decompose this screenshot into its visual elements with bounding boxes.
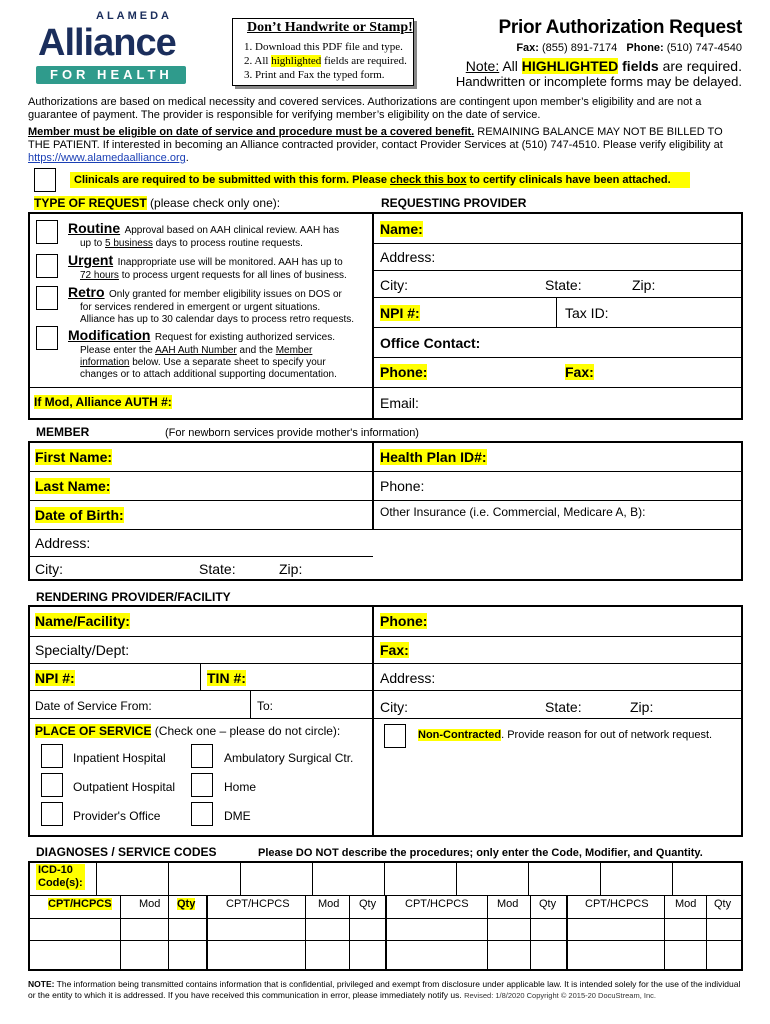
rend-dos-from-label: Date of Service From: (35, 699, 152, 713)
rend-name-label: Name/Facility: (35, 613, 130, 629)
inpatient-label: Inpatient Hospital (73, 751, 166, 765)
member-hint: (For newborn services provide mother's information) (165, 427, 419, 439)
logo-band-text: FOR HEALTH (50, 67, 173, 82)
member-city-label: City: (35, 561, 63, 577)
urgent-option: Urgent Inappropriate use will be monitored. AAH has up to 72 hours to process urgent requests for all lines of business. (68, 252, 347, 281)
asc-checkbox[interactable] (191, 744, 213, 768)
required-note: Note: All HIGHLIGHTED fields are required. (465, 58, 742, 74)
rend-npi-label: NPI #: (35, 670, 75, 686)
req-address-label: Address: (380, 249, 436, 265)
revision-info: Revised: 1/8/2020 Copyright © 2015-20 DocuStream, Inc. (464, 991, 656, 1000)
non-contracted-label: Non-Contracted. Provide reason for out of network request. (418, 729, 713, 741)
outpatient-label: Outpatient Hospital (73, 780, 176, 794)
icd10-label: ICD-10 Code(s): (38, 864, 83, 889)
rend-city-label: City: (380, 699, 408, 715)
codes-heading: DIAGNOSES / SERVICE CODES (36, 845, 217, 859)
req-npi-label: NPI #: (380, 305, 420, 321)
rend-zip-label: Zip: (630, 699, 654, 715)
qty1-header: Qty (177, 898, 196, 910)
retro-checkbox[interactable] (36, 286, 58, 310)
modification-option: Modification Request for existing authorized services. Please enter the AAH Auth Number and the Member information below. Use a separate sheet to specify your changes or to attach additional supporting documentation. (68, 327, 337, 380)
contact-line: Fax: (855) 891-7174 Phone: (510) 747-4540 (516, 42, 742, 54)
req-name-label: Name: (380, 221, 423, 237)
cpt4-header: CPT/HCPCS (585, 898, 649, 910)
rend-dos-to-label: To: (257, 699, 274, 713)
auth-number-label: If Mod, Alliance AUTH #: (34, 395, 172, 409)
intro-paragraph: Authorizations are based on medical necessity and covered services. Authorizations are contingent upon member’s eligibility and are not a guarantee of payment. The provider is responsible for verifying member’s eligibility on the date of service. (28, 96, 702, 121)
page-title: Prior Authorization Request (498, 17, 742, 38)
qty3-header: Qty (539, 898, 557, 910)
confidentiality-note: NOTE: The information being transmitted contains information that is confidential, privileged and exempt from disclosure under applicable law. It is intended solely for the use of the individual or the entity to which it is addressed. If you have received this communication in error, please immediately notify us. Revised: 1/8/2020 Copyright © 2015-20 DocuStream, Inc. (28, 979, 741, 1000)
retro-option: Retro Only granted for member eligibility issues on DOS or for services rendered in emergent or urgent situations. Alliance has up to 30 calendar days to process retro requests. (68, 284, 355, 325)
home-label: Home (224, 780, 257, 794)
handwritten-note: Handwritten or incomplete forms may be delayed. (455, 74, 742, 89)
routine-option: Routine Approval based on AAH clinical review. AAH has up to 5 business days to process routine requests. (68, 220, 340, 249)
mod4-header: Mod (675, 898, 697, 910)
req-fax-label: Fax: (565, 364, 594, 380)
request-type-heading: TYPE OF REQUEST (please check only one): (34, 196, 281, 210)
logo-top-text: ALAMEDA (96, 10, 172, 22)
cpt2-header: CPT/HCPCS (226, 898, 290, 910)
codes-instructions: Please DO NOT describe the procedures; only enter the Code, Modifier, and Quantity. (258, 847, 703, 859)
home-checkbox[interactable] (191, 773, 213, 797)
member-address-label: Address: (35, 535, 91, 551)
clinicals-banner: Clinicals are required to be submitted with this form. Please check this box to certify clinicals have been attached. (70, 172, 690, 188)
notice-step2: 2. All highlighted fields are required. (244, 55, 407, 67)
asc-label: Ambulatory Surgical Ctr. (224, 751, 354, 765)
rendering-section (28, 605, 743, 837)
req-phone-label: Phone: (380, 364, 428, 380)
mod2-header: Mod (318, 898, 340, 910)
member-last-name-label: Last Name: (35, 478, 111, 494)
notice-step3: 3. Print and Fax the typed form. (244, 69, 385, 81)
member-dob-label: Date of Birth: (35, 507, 124, 523)
outpatient-checkbox[interactable] (41, 773, 63, 797)
alliance-url-link[interactable]: https://www.alamedaalliance.org (28, 152, 186, 164)
rend-address-label: Address: (380, 670, 436, 686)
cpt1-header: CPT/HCPCS (48, 898, 112, 910)
req-office-contact-label: Office Contact: (380, 335, 481, 351)
req-email-label: Email: (380, 395, 419, 411)
place-of-service-heading: PLACE OF SERVICE (Check one – please do not circle): (35, 724, 341, 738)
member-first-name-label: First Name: (35, 449, 113, 465)
urgent-checkbox[interactable] (36, 254, 58, 278)
req-city-label: City: (380, 277, 408, 293)
inpatient-checkbox[interactable] (41, 744, 63, 768)
dme-label: DME (224, 809, 251, 823)
member-zip-label: Zip: (279, 561, 303, 577)
cpt3-header: CPT/HCPCS (405, 898, 469, 910)
dme-checkbox[interactable] (191, 802, 213, 826)
eligibility-paragraph: Member must be eligible on date of service and procedure must be a covered benefit. REMAINING BALANCE MAY NOT BE BILLED TO THE PATIENT. If interested in becoming an Alliance contracted provider, contact Provider Services at (510) 747-4510. Please verify eligibility at https://www.alamedaalliance.org. (28, 126, 723, 164)
requesting-provider-heading: REQUESTING PROVIDER (381, 196, 527, 210)
req-state-label: State: (545, 277, 582, 293)
provider-office-label: Provider's Office (73, 809, 161, 823)
rend-state-label: State: (545, 699, 582, 715)
logo-main-text: Alliance (38, 22, 176, 64)
clinicals-checkbox[interactable] (34, 168, 56, 192)
member-health-plan-label: Health Plan ID#: (380, 449, 487, 465)
mod3-header: Mod (497, 898, 519, 910)
logo (36, 8, 196, 84)
rend-tin-label: TIN #: (207, 670, 246, 686)
qty2-header: Qty (359, 898, 377, 910)
modification-checkbox[interactable] (36, 326, 58, 350)
notice-title: Don’t Handwrite or Stamp! (247, 20, 413, 35)
notice-step1: 1. Download this PDF file and type. (244, 41, 403, 53)
member-other-insurance-label: Other Insurance (i.e. Commercial, Medicare A, B): (380, 505, 646, 519)
member-phone-label: Phone: (380, 478, 425, 494)
qty4-header: Qty (714, 898, 732, 910)
member-heading: MEMBER (36, 425, 90, 439)
rend-fax-label: Fax: (380, 642, 409, 658)
rend-phone-label: Phone: (380, 613, 428, 629)
provider-office-checkbox[interactable] (41, 802, 63, 826)
req-zip-label: Zip: (632, 277, 656, 293)
rendering-heading: RENDERING PROVIDER/FACILITY (36, 590, 231, 604)
routine-checkbox[interactable] (36, 220, 58, 244)
rend-specialty-label: Specialty/Dept: (35, 642, 130, 658)
member-state-label: State: (199, 561, 236, 577)
mod1-header: Mod (139, 898, 161, 910)
non-contracted-checkbox[interactable] (384, 724, 406, 748)
req-taxid-label: Tax ID: (565, 305, 609, 321)
